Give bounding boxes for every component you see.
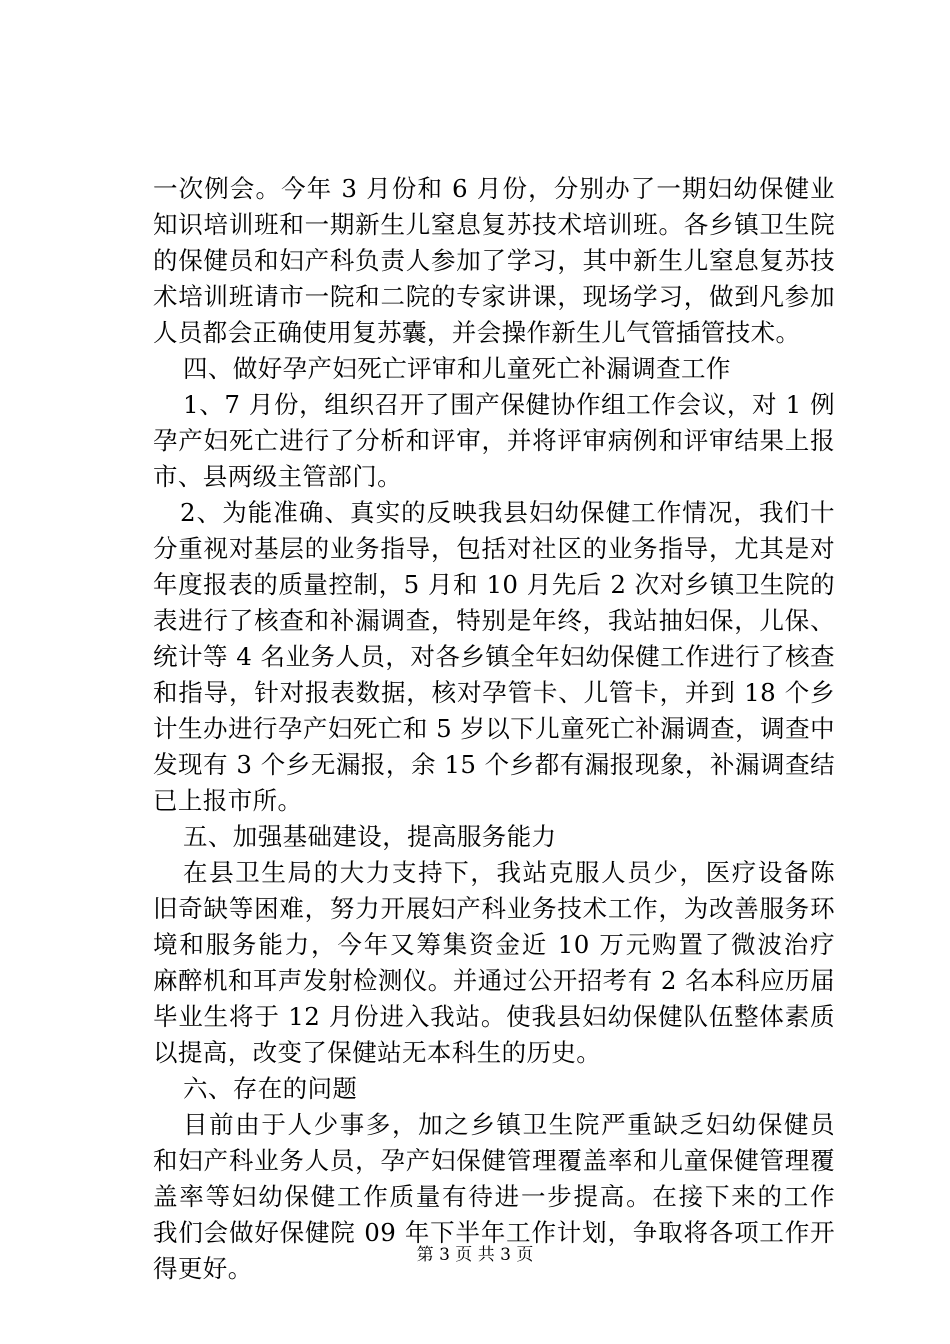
text-line: 计生办进行孕产妇死亡和 5 岁以下儿童死亡补漏调查，调查中 [153,714,835,743]
text-line: 人员都会正确使用复苏囊，并会操作新生儿气管插管技术。 [153,318,801,347]
text-line: 知识培训班和一期新生儿窒息复苏技术培训班。各乡镇卫生院 [153,210,835,239]
text-line: 发现有 3 个乡无漏报，余 15 个乡都有漏报现象，补漏调查结 [153,750,835,779]
text-line: 分重视对基层的业务指导，包括对社区的业务指导，尤其是对 [153,534,835,563]
section-heading: 六、存在的问题 [183,1074,358,1103]
text-line: 麻醉机和耳声发射检测仪。并通过公开招考有 2 名本科应历届 [153,966,835,995]
text-line: 术培训班请市一院和二院的专家讲课，现场学习，做到凡参加 [153,282,835,311]
section-heading: 四、做好孕产妇死亡评审和儿童死亡补漏调查工作 [183,354,731,383]
text-line: 和妇产科业务人员，孕产妇保健管理覆盖率和儿童保健管理覆 [153,1146,835,1175]
text-line: 市、县两级主管部门。 [153,462,402,491]
document-body [153,171,835,1287]
page-number-footer: 第 3 页 共 3 页 [416,1245,534,1265]
text-line: 已上报市所。 [153,786,303,815]
section-heading: 五、加强基础建设，提高服务能力 [183,822,557,851]
text-line: 年度报表的质量控制，5 月和 10 月先后 2 次对乡镇卫生院的 [153,570,835,599]
text-line: 境和服务能力，今年又筹集资金近 10 万元购置了微波治疗 [153,930,835,959]
text-line: 统计等 4 名业务人员，对各乡镇全年妇幼保健工作进行了核查 [153,642,835,671]
text-line: 的保健员和妇产科负责人参加了学习，其中新生儿窒息复苏技 [153,246,835,275]
text-line: 盖率等妇幼保健工作质量有待进一步提高。在接下来的工作 [153,1182,835,1211]
paragraph-first-line: 目前由于人少事多，加之乡镇卫生院严重缺乏妇幼保健员 [183,1110,835,1139]
text-line: 表进行了核查和补漏调查，特别是年终，我站抽妇保，儿保、 [153,606,835,635]
paragraph-first-line: 2、为能准确、真实的反映我县妇幼保健工作情况，我们十 [180,498,835,527]
text-line: 以提高，改变了保健站无本科生的历史。 [153,1038,602,1067]
paragraph-first-line: 1、7 月份，组织召开了围产保健协作组工作会议，对 1 例 [183,390,835,419]
text-line: 和指导，针对报表数据，核对孕管卡、儿管卡，并到 18 个乡 [153,678,835,707]
text-line: 毕业生将于 12 月份进入我站。使我县妇幼保健队伍整体素质 [153,1002,835,1031]
text-line: 得更好。 [153,1254,253,1283]
paragraph-first-line: 在县卫生局的大力支持下，我站克服人员少，医疗设备陈 [183,858,835,887]
text-line: 一次例会。今年 3 月份和 6 月份，分别办了一期妇幼保健业 [153,174,835,203]
text-line: 我们会做好保健院 09 年下半年工作计划，争取将各项工作开 [153,1218,835,1247]
text-line: 旧奇缺等困难，努力开展妇产科业务技术工作，为改善服务环 [153,894,835,923]
text-line: 孕产妇死亡进行了分析和评审，并将评审病例和评审结果上报 [153,426,835,455]
